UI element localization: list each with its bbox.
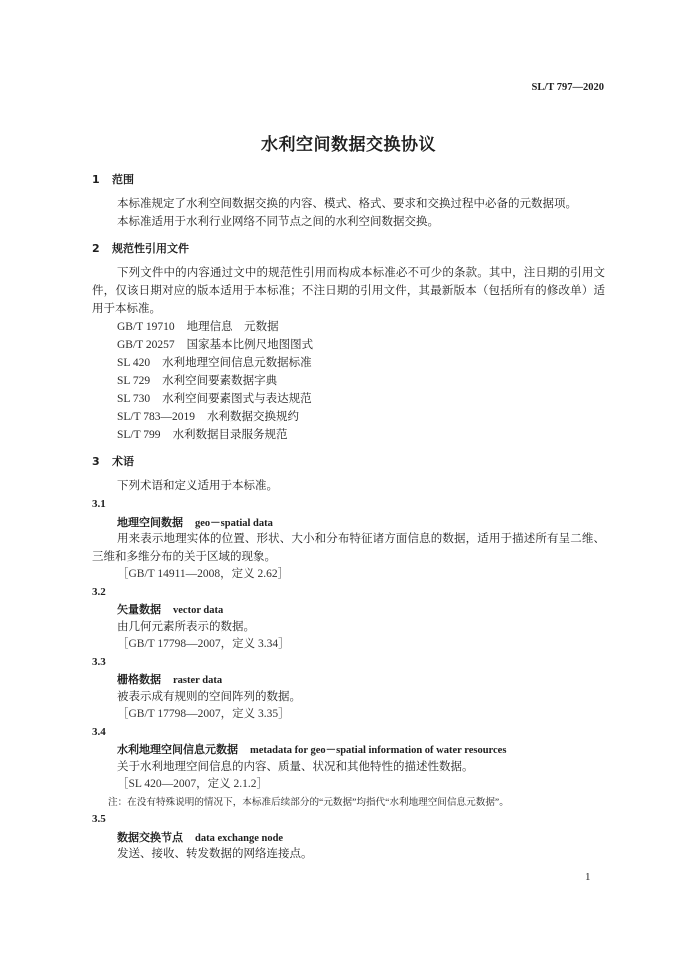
section-heading-scope xyxy=(92,171,605,189)
paragraph-line: 本标准规定了水利空间数据交换的内容、模式、格式、要求和交换过程中必备的元数据项。 xyxy=(117,198,577,210)
term-number: 3.4 xyxy=(92,725,106,738)
term-number: 3.3 xyxy=(92,655,106,668)
reference-code: SL 420 xyxy=(117,357,151,369)
section-number: 2 xyxy=(92,242,100,255)
section-heading-references xyxy=(92,240,605,258)
reference-code: GB/T 19710 xyxy=(117,321,175,333)
document-title: 水利空间数据交换协议 xyxy=(261,135,436,155)
term-definition-line: 发送、接收、转发数据的网络连接点。 xyxy=(117,848,313,860)
paragraph-line: 本标准适用于水利行业网络不同节点之间的水利空间数据交换。 xyxy=(117,216,439,228)
term-chinese: 数据交换节点 xyxy=(117,830,183,844)
reference-item xyxy=(92,426,605,444)
term-note: 注：在没有特殊说明的情况下，本标准后续部分的“元数据”均指代“水利地理空间信息元数据”。 xyxy=(108,796,509,808)
term-definition-line: 用来表示地理实体的位置、形状、大小和分布特征诸方面信息的数据，适用于描述所有呈二维、 xyxy=(117,533,605,545)
term-chinese: 地理空间数据 xyxy=(117,515,183,529)
term-definition-line: 由几何元素所表示的数据。 xyxy=(117,620,255,633)
section-number: 3 xyxy=(92,455,100,468)
term-entry xyxy=(92,654,605,724)
reference-name: 水利地理空间信息元数据标准 xyxy=(162,357,312,369)
reference-item xyxy=(92,318,605,336)
reference-item xyxy=(92,336,605,354)
section-title: 范围 xyxy=(112,173,134,186)
section-normative-references xyxy=(92,240,605,444)
reference-item xyxy=(92,372,605,390)
term-definition-line: 三维和多维分布的关于区域的现象。 xyxy=(92,550,276,563)
section-heading-terms xyxy=(92,453,605,471)
standard-code: SL/T 797—2020 xyxy=(531,82,604,93)
term-english: vector data xyxy=(173,605,224,616)
reference-item xyxy=(92,408,605,426)
document-body xyxy=(92,171,605,864)
reference-code: SL/T 799 xyxy=(117,429,161,441)
paragraph-line: 件，仅该日期对应的版本适用于本标准；不注日期的引用文件，其最新版本（包括所有的修改单）适 xyxy=(92,285,605,297)
term-source: ［SL 420—2007，定义 2.1.2］ xyxy=(117,778,268,790)
reference-code: GB/T 20257 xyxy=(117,339,175,351)
term-chinese: 水利地理空间信息元数据 xyxy=(117,743,238,756)
reference-name: 水利数据交换规约 xyxy=(207,411,300,423)
section-number: 1 xyxy=(92,173,100,186)
term-entry xyxy=(92,811,605,864)
term-list xyxy=(92,496,605,864)
term-chinese: 栅格数据 xyxy=(117,673,161,686)
reference-code: SL 730 xyxy=(117,393,151,405)
term-english: geo－spatial data xyxy=(195,517,273,529)
term-entry xyxy=(92,724,605,812)
term-entry xyxy=(92,496,605,584)
term-source: ［GB/T 14911—2008，定义 2.62］ xyxy=(117,568,290,580)
term-english: metadata for geo－spatial information of water resources xyxy=(250,745,507,756)
term-heading xyxy=(92,601,605,619)
term-heading xyxy=(92,829,605,847)
section-terms xyxy=(92,453,605,864)
section-title: 规范性引用文件 xyxy=(112,242,189,255)
reference-name: 水利数据目录服务规范 xyxy=(172,429,288,441)
reference-code: SL 729 xyxy=(117,375,151,387)
term-heading xyxy=(92,514,605,532)
page-number: 1 xyxy=(585,871,591,883)
term-english: raster data xyxy=(173,675,223,686)
term-number: 3.1 xyxy=(92,498,106,510)
term-heading xyxy=(92,741,605,759)
reference-item xyxy=(92,390,605,408)
term-definition-line: 被表示成有规则的空间阵列的数据。 xyxy=(117,690,301,703)
reference-code: SL/T 783—2019 xyxy=(117,411,196,423)
section-scope xyxy=(92,171,605,231)
reference-name: 地理信息 元数据 xyxy=(186,321,279,333)
reference-name: 水利空间要素数据字典 xyxy=(162,375,278,387)
reference-name: 水利空间要素图式与表达规范 xyxy=(162,393,312,405)
reference-item xyxy=(92,354,605,372)
term-number: 3.5 xyxy=(92,813,106,825)
reference-name: 国家基本比例尺地图图式 xyxy=(186,339,314,351)
section-intro: 下列术语和定义适用于本标准。 xyxy=(117,480,278,492)
reference-list xyxy=(92,318,605,444)
term-chinese: 矢量数据 xyxy=(117,603,161,616)
paragraph-line: 下列文件中的内容通过文中的规范性引用而构成本标准必不可少的条款。其中，注日期的引用文 xyxy=(117,267,605,279)
term-source: ［GB/T 17798—2007，定义 3.35］ xyxy=(117,708,290,720)
section-title: 术语 xyxy=(112,455,134,468)
term-definition-line: 关于水利地理空间信息的内容、质量、状况和其他特性的描述性数据。 xyxy=(117,760,474,773)
term-entry xyxy=(92,584,605,654)
term-heading xyxy=(92,671,605,689)
term-english: data exchange node xyxy=(195,832,284,844)
term-source: ［GB/T 17798—2007，定义 3.34］ xyxy=(117,638,290,650)
paragraph-line: 用于本标准。 xyxy=(92,303,161,315)
term-number: 3.2 xyxy=(92,585,106,598)
